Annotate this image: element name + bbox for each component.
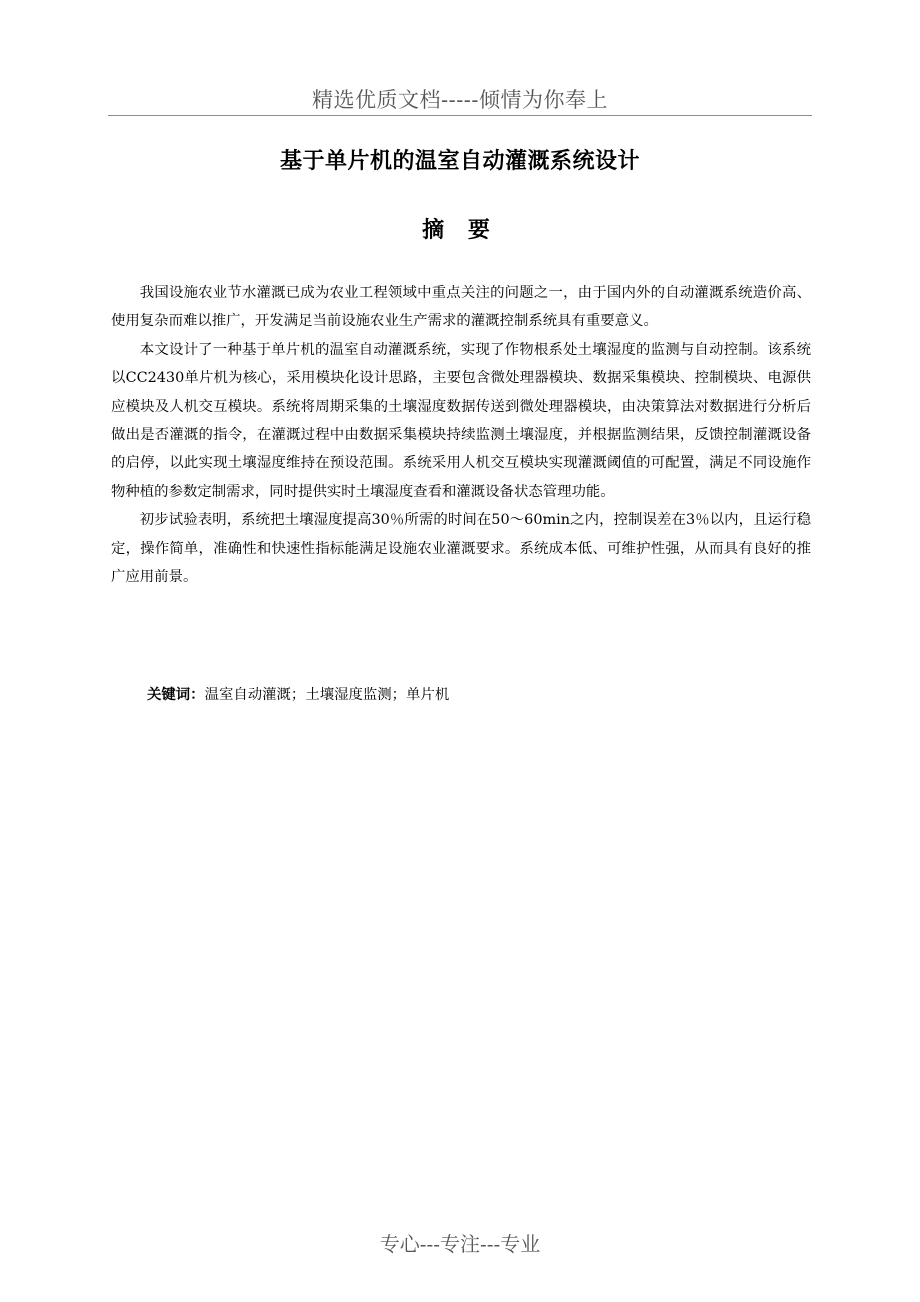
document-title: 基于单片机的温室自动灌溉系统设计 — [279, 149, 640, 174]
keywords-value: 温室自动灌溉；土壤湿度监测；单片机 — [204, 687, 450, 703]
abstract-paragraph-1: 我国设施农业节水灌溉已成为农业工程领域中重点关注的问题之一，由于国内外的自动灌溉系统造价高、使用复杂而难以推广，开发满足当前设施农业生产需求的灌溉控制系统具有重要意义。 — [111, 285, 811, 330]
abstract-paragraph-2: 本文设计了一种基于单片机的温室自动灌溉系统，实现了作物根系处土壤湿度的监测与自动控制。该系统以CC2430单片机为核心，采用模块化设计思路，主要包含微处理器模块、数据采集模块、控制模块、电源供应模块及人机交互模块。系统将周期采集的土壤湿度数据传送到微处理器模块，由决策算法对数据进行分析后做出是否灌溉的指令，在灌溉过程中由数据采集模块持续监测土壤湿度，并根据监测结果，反馈控制灌溉设备的启停，以此实现土壤湿度维持在预设范围。系统采用人机交互模块实现灌溉阈值的可配置，满足不同设施作物种植的参数定制需求，同时提供实时土壤湿度查看和灌溉设备状态管理功能。 — [111, 341, 811, 500]
header-divider — [108, 115, 812, 116]
abstract-heading: 摘 要 — [422, 218, 498, 243]
abstract-paragraph-3: 初步试验表明，系统把土壤湿度提高30％所需的时间在50～60min之内，控制误差在3％以内，且运行稳定，操作简单，准确性和快速性指标能满足设施农业灌溉要求。系统成本低、可维护性强，从而具有良好的推广应用前景。 — [111, 512, 811, 586]
page-header: 精选优质文档-----倾情为你奉上 — [312, 88, 608, 112]
keywords-line — [147, 681, 449, 709]
page-footer: 专心---专注---专业 — [379, 1232, 541, 1256]
abstract-body — [111, 279, 811, 591]
keywords-label: 关键词： — [147, 687, 205, 703]
